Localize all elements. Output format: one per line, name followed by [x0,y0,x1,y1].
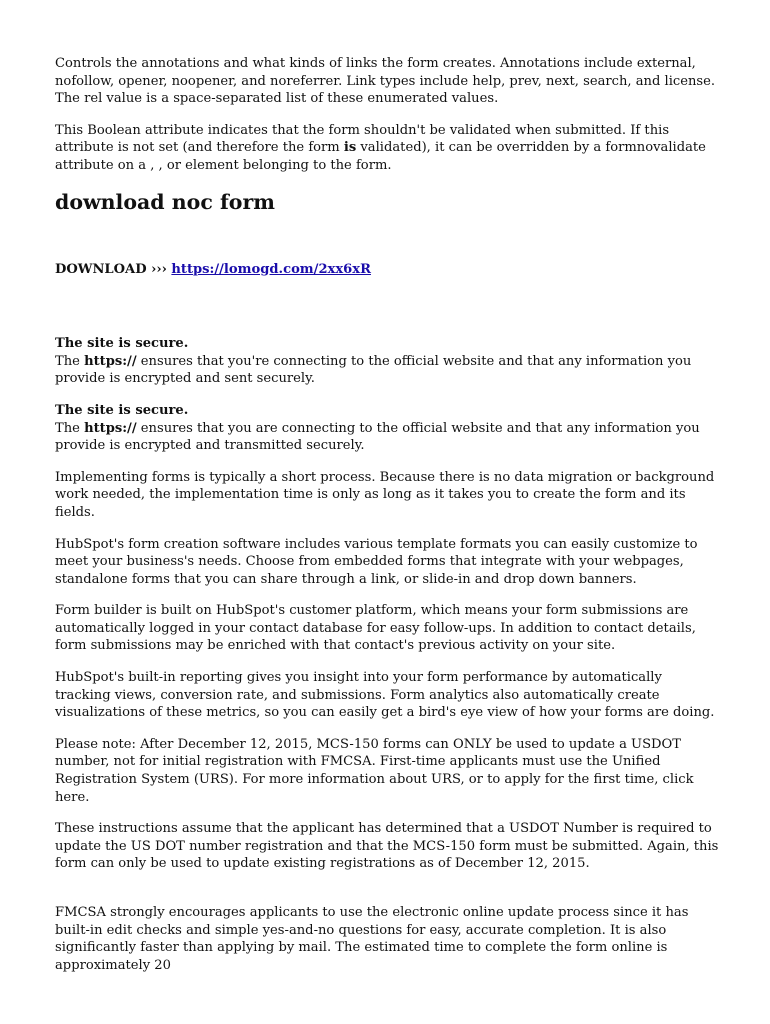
secure-notice-2 [55,402,720,455]
secure-notice-title: The site is secure. [55,336,189,352]
secure-notice-https: https:// [84,420,137,436]
download-line [55,261,720,279]
download-link[interactable]: https://lomogd.com/2xx6xR [171,261,371,277]
body-paragraph-instructions: These instructions assume that the applicant has determined that a USDOT Number is required to update the US DOT number registration and that the MCS-150 form must be submitted. Again, this form can only be used to update existing registrations as of December 12, 2015. [55,821,719,872]
body-paragraph-templates: HubSpot's form creation software includes various template formats you can easily customize to meet your business's needs. Choose from embedded forms that integrate with your webpages, standalone forms that you can share through a link, or slide-in and drop down banners. [55,536,698,587]
secure-notice-https: https:// [84,353,137,369]
download-label: DOWNLOAD ››› [55,261,172,277]
novalidate-text-after: validated), it can be overridden by a formnovalidate attribute on a , , or element belonging to the form. [55,140,706,173]
secure-notice-1 [55,335,720,388]
novalidate-text-before: This Boolean attribute indicates that the form shouldn't be validated when submitted. If this attribute is not set (and therefore the form [55,122,670,156]
body-paragraph-form-builder: Form builder is built on HubSpot's customer platform, which means your form submissions are automatically logged in your contact database for easy follow-ups. In addition to contact details, form submissions may be enriched with that contact's previous activity on your site. [55,603,696,654]
rel-attribute-paragraph: Controls the annotations and what kinds of links the form creates. Annotations include external, nofollow, opener, noopener, and noreferrer. Link types include help, prev, next, search, and license. The rel value is a space-separated list of these enumerated values. [55,56,716,107]
novalidate-bold-word: is [343,140,357,156]
body-paragraph-fmcsa: FMCSA strongly encourages applicants to use the electronic online update process since it has built-in edit checks and simple yes-and-no questions for easy, accurate completion. It is also significantly faster than applying by mail. The estimated time to complete the form online is approximately 20 [55,905,689,973]
document-page [55,55,720,988]
body-paragraph-implementation: Implementing forms is typically a short process. Because there is no data migration or background work needed, the implementation time is only as long as it takes you to create the form and its fields. [55,469,715,520]
secure-notice-title: The site is secure. [55,402,189,418]
secure-notice-prefix: The [55,420,85,436]
novalidate-paragraph [55,122,720,175]
secure-notice-text: ensures that you're connecting to the official website and that any information you provide is encrypted and sent securely. [55,353,692,387]
secure-notice-text: ensures that you are connecting to the official website and that any information you provide is encrypted and transmitted securely. [55,420,700,454]
body-paragraph-mcs150-note: Please note: After December 12, 2015, MCS-150 forms can ONLY be used to update a USDOT number, not for initial registration with FMCSA. First-time applicants must use the Unified Registration System (URS). For more information about URS, or to apply for the first time, click here. [55,736,694,805]
body-paragraph-reporting: HubSpot's built-in reporting gives you insight into your form performance by automatically tracking views, conversion rate, and submissions. Form analytics also automatically create visualizations of these metrics, so you can easily get a bird's eye view of how your forms are doing. [55,670,715,721]
secure-notice-prefix: The [55,353,85,369]
page-heading: download noc form [55,189,275,214]
